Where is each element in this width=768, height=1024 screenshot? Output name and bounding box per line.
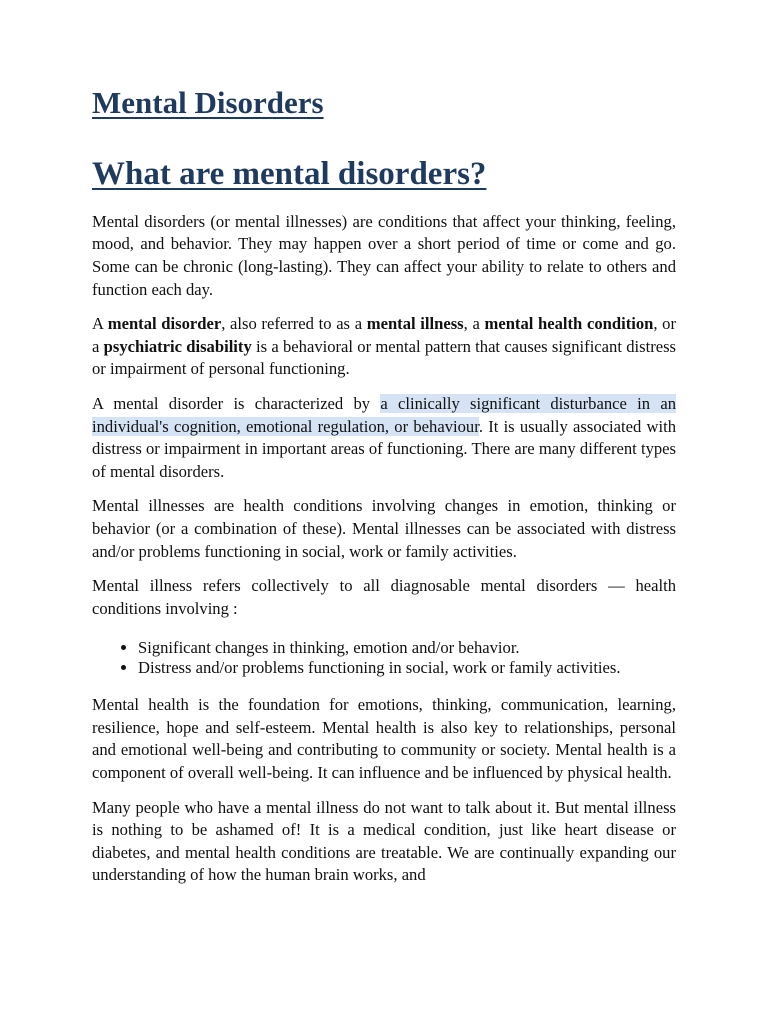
bullet-list (92, 638, 676, 678)
paragraph-5: Mental illness refers collectively to all diagnosable mental disorders — health conditions involving : (92, 576, 676, 618)
paragraph-6: Mental health is the foundation for emotions, thinking, communication, learning, resilience, hope and self-esteem. Mental health is also key to relationships, personal and emotional well-being and contributing to community or society. Mental health is a component of overall well-being. It can influence and be influenced by physical health. (92, 695, 676, 783)
paragraph-1: Mental disorders (or mental illnesses) are conditions that affect your thinking, feeling, mood, and behavior. They may happen over a short period of time or come and go. Some can be chronic (long-lasting). They can affect your ability to relate to others and function each day. (92, 211, 676, 299)
highlighted-text-selection[interactable]: a clinically significant disturbance in an individual's cognition, emotional regulation, or behaviour (92, 393, 676, 436)
section-heading: What are mental disorders? (92, 156, 487, 193)
paragraph-3 (92, 393, 676, 483)
term-mental-disorder: mental disorder (107, 314, 222, 334)
list-item: • Distress and/or problems functioning in social, work or family activities. (138, 658, 676, 678)
paragraph-2-text: , also referred to as a (221, 314, 367, 334)
page-title: Mental Disorders (92, 85, 324, 120)
paragraph-3-text: . It is usually associated with distress or impairment in important areas of functioning. There are many different types of mental disorders. (92, 416, 676, 481)
paragraph-4: Mental illnesses are health conditions involving changes in emotion, thinking or behavior (or a combination of these). Mental illnesses can be associated with distress and/or problems functioning in social, work or family activities. (92, 496, 676, 561)
term-psychiatric-disability: psychiatric disability (103, 336, 252, 356)
paragraph-3-text: A mental disorder is characterized by (92, 393, 381, 413)
paragraph-7: Many people who have a mental illness do not want to talk about it. But mental illness is nothing to be ashamed of! It is a medical condition, just like heart disease or diabetes, and mental health conditions are treatable. We are continually expanding our understanding of how the human brain works, and (92, 797, 676, 885)
list-item: • Significant changes in thinking, emotion and/or behavior. (138, 638, 676, 658)
paragraph-2-text: is a behavioral or mental pattern that causes significant distress or impairment of personal functioning. (92, 336, 676, 379)
paragraph-2-text: , a (463, 314, 485, 334)
paragraph-2-text: A (92, 314, 108, 334)
paragraph-2-text: , or a (92, 314, 677, 356)
paragraph-2 (92, 313, 676, 381)
term-mental-illness: mental illness (366, 314, 464, 334)
term-mental-health-condition: mental health condition (484, 314, 654, 334)
